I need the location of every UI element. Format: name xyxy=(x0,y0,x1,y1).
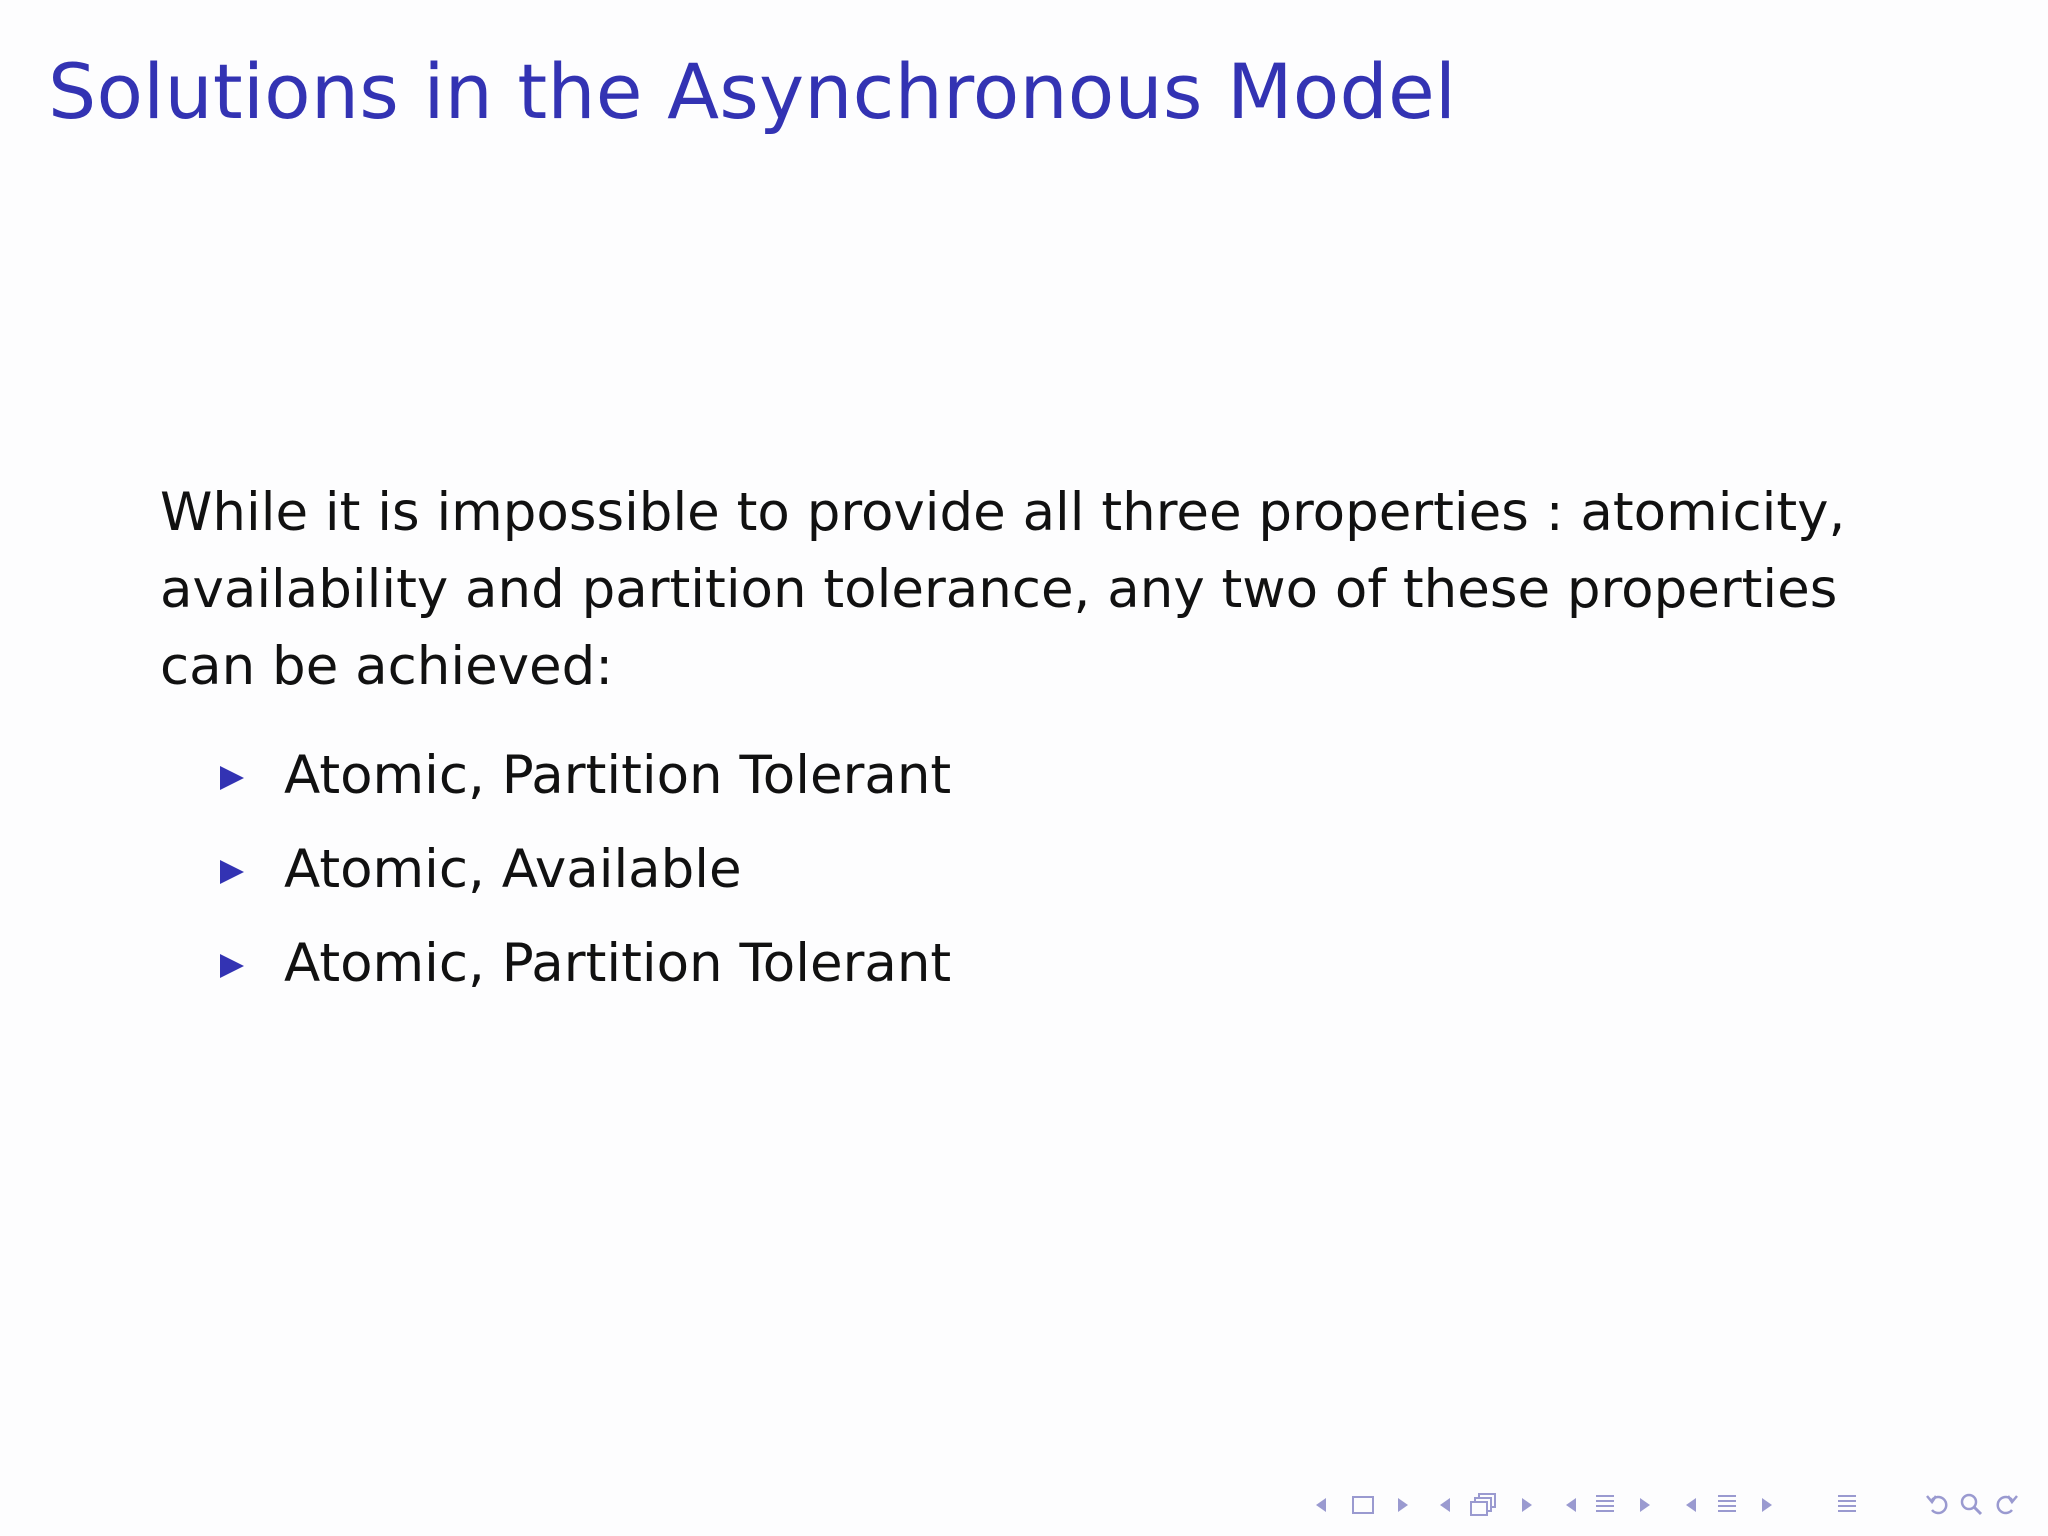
next-frame-icon[interactable] xyxy=(1522,1490,1532,1520)
bullet-text: Atomic, Partition Tolerant xyxy=(284,745,952,806)
intro-paragraph: While it is impossible to provide all three properties : atomicity, availability and partition tolerance, any two of these properties can be achieved: xyxy=(160,482,1846,697)
prev-subsection-icon[interactable] xyxy=(1566,1490,1576,1520)
outline-icon[interactable] xyxy=(1838,1490,1856,1520)
triangle-bullet-icon xyxy=(220,860,244,884)
section-icon[interactable] xyxy=(1718,1490,1736,1520)
navigation-bar xyxy=(1316,1490,2032,1520)
prev-section-icon[interactable] xyxy=(1686,1490,1696,1520)
prev-slide-icon[interactable] xyxy=(1316,1490,1326,1520)
next-subsection-icon[interactable] xyxy=(1640,1490,1650,1520)
triangle-bullet-icon xyxy=(220,766,244,790)
next-slide-icon[interactable] xyxy=(1398,1490,1408,1520)
frame-icon[interactable] xyxy=(1470,1490,1498,1520)
back-icon[interactable] xyxy=(1924,1490,1952,1520)
slide-title: Solutions in the Asynchronous Model xyxy=(48,47,1457,136)
bullet-text: Atomic, Available xyxy=(284,839,742,900)
bullet-text: Atomic, Partition Tolerant xyxy=(284,933,952,994)
triangle-bullet-icon xyxy=(220,954,244,978)
slide-icon[interactable] xyxy=(1352,1490,1374,1520)
next-section-icon[interactable] xyxy=(1762,1490,1772,1520)
prev-frame-icon[interactable] xyxy=(1440,1490,1450,1520)
forward-icon[interactable] xyxy=(1992,1490,2020,1520)
subsection-icon[interactable] xyxy=(1596,1490,1614,1520)
search-icon[interactable] xyxy=(1958,1490,1986,1520)
